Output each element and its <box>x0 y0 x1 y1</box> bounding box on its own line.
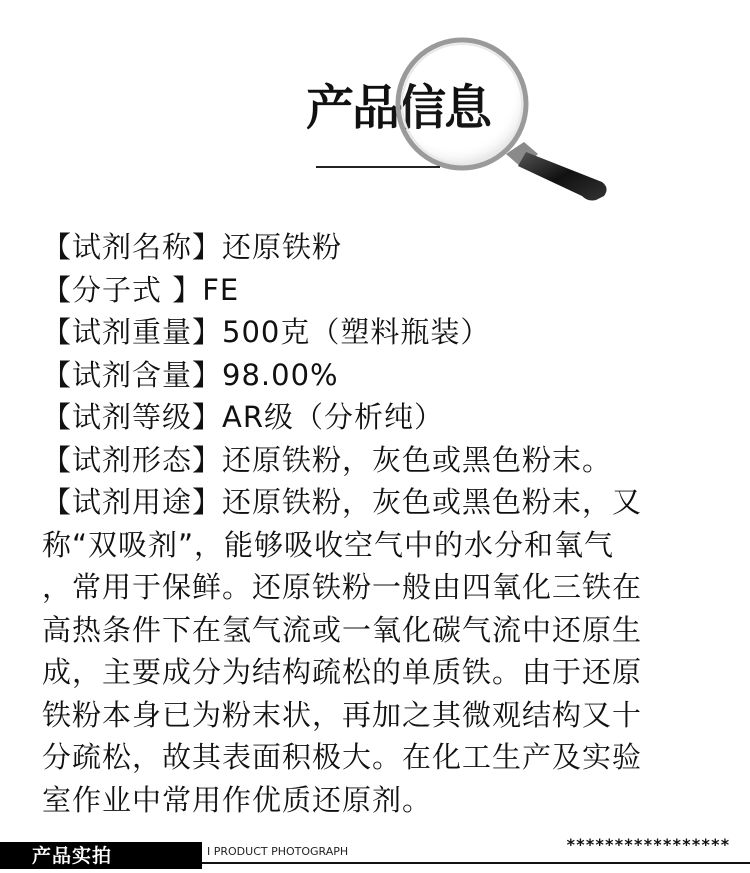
usage-line: 【试剂用途】还原铁粉，灰色或黑色粉末，又 <box>42 485 643 519</box>
footer-label: 产品实拍 <box>32 845 113 867</box>
product-info <box>42 226 722 821</box>
info-line-weight: 【试剂重量】500克（塑料瓶装） <box>42 315 491 349</box>
footer-stars: ***************** <box>566 835 730 854</box>
usage-paragraph <box>42 481 722 821</box>
info-line-content: 【试剂含量】98.00% <box>42 357 339 392</box>
usage-line: 称“双吸剂”，能够吸收空气中的水分和氧气 <box>42 527 615 562</box>
usage-line: 成，主要成分为结构疏松的单质铁。由于还原 <box>42 655 643 689</box>
footer-divider <box>202 862 750 864</box>
info-line-formula: 【分子式 】FE <box>42 272 240 307</box>
usage-line: 高热条件下在氢气流或一氧化碳气流中还原生 <box>42 612 643 647</box>
title-underline <box>316 166 440 168</box>
usage-line: 分疏松，故其表面积极大。在化工生产及实验 <box>42 740 643 774</box>
info-line-form: 【试剂形态】还原铁粉，灰色或黑色粉末。 <box>42 442 613 477</box>
footer-subtitle: I PRODUCT PHOTOGRAPH <box>207 845 349 858</box>
magnifier-icon <box>386 36 616 206</box>
usage-line: ，常用于保鲜。还原铁粉一般由四氧化三铁在 <box>42 570 643 604</box>
usage-line: 室作业中常用作优质还原剂。 <box>42 782 433 817</box>
title-part-1: 产品 <box>306 80 399 136</box>
usage-line: 铁粉本身已为粉末状，再加之其微观结构又十 <box>42 697 643 732</box>
info-line-name: 【试剂名称】还原铁粉 <box>42 230 343 264</box>
info-line-grade: 【试剂等级】AR级（分析纯） <box>42 400 444 434</box>
